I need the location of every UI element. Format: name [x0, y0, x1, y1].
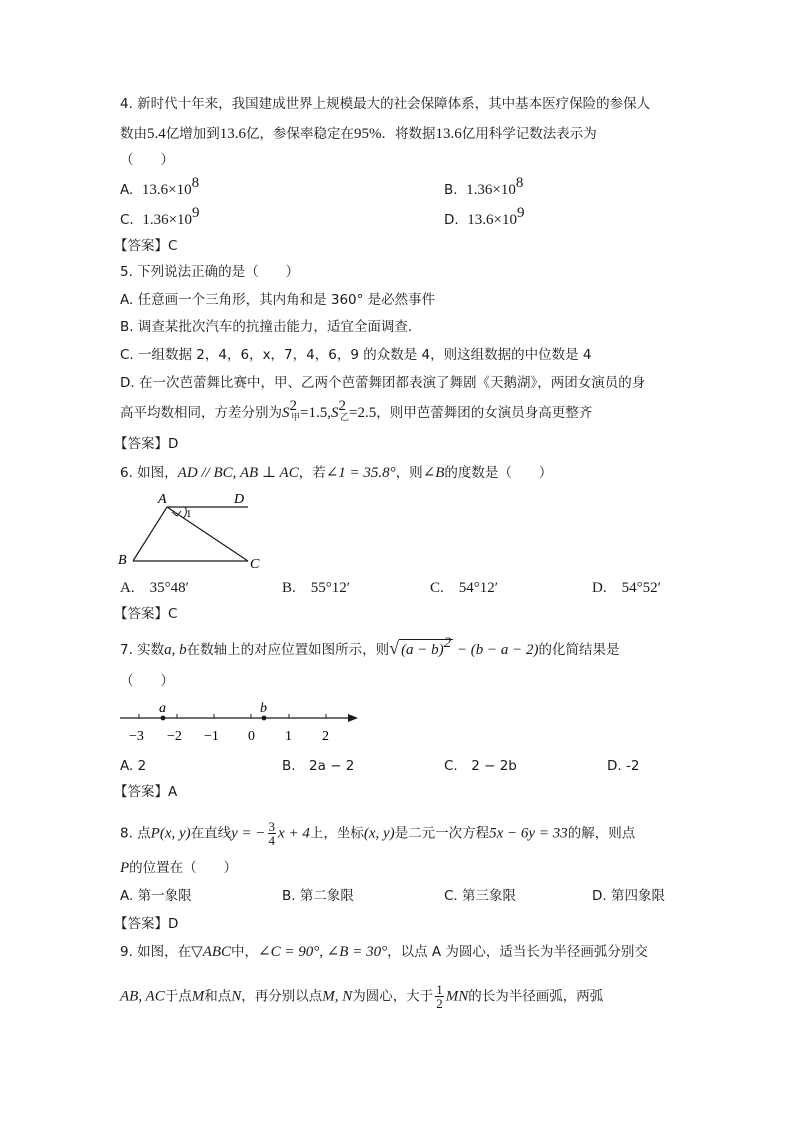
- q4-option-c: C. $1.36\times 10^9$: [120, 205, 200, 228]
- q6-option-b: B. 55°12′: [282, 580, 351, 596]
- q4-option-b: B. $1.36\times 10^8$: [444, 175, 524, 198]
- q6-stem: 6. 如图，AD // BC, AB ⊥ AC，若∠1 = 35.8°，则∠B的度数是（ ）: [120, 465, 553, 481]
- q6-option-a: A. 35°48′: [120, 580, 189, 596]
- q8-option-c: C. 第三象限: [444, 888, 517, 904]
- q7-point-b: [262, 716, 267, 721]
- q5-option-a: A. 任意画一个三角形，其内角和是 360° 是必然事件: [120, 292, 436, 308]
- q6-label-angle1: 1: [186, 508, 192, 520]
- q7-paren: （ ）: [120, 673, 174, 689]
- q5-option-c: C. 一组数据 2，4，6，x，7，4，6，9 的众数是 4，则这组数据的中位数是 4: [120, 347, 592, 363]
- q4-stem-line2: 数由5.4亿增加到13.6亿，参保率稳定在95%．将数据13.6亿用科学记数法表示为: [120, 126, 597, 142]
- q6-label-c: C: [250, 557, 260, 572]
- q7-label-a: a: [159, 701, 166, 716]
- q7-label-b: b: [260, 701, 267, 716]
- q4-stem-line1: 4. 新时代十年来，我国建成世界上规模最大的社会保障体系，其中基本医疗保险的参保人: [120, 96, 651, 112]
- q7-option-d: D. -2: [607, 758, 640, 774]
- q7-tick-label: −3: [129, 729, 144, 744]
- q8-option-a: A. 第一象限: [120, 888, 192, 904]
- q8-stem-line1: 8. 点P(x, y)在直线y = − $\frac{3}{4}$ x + 4上，坐标(x, y)是二元一次方程5x − 6y = 33的解，则点: [120, 819, 636, 848]
- q8-option-d: D. 第四象限: [592, 888, 665, 904]
- q4-paren: （ ）: [120, 152, 174, 168]
- q7-tick-label: 1: [285, 729, 292, 744]
- q7-tick-label: −2: [167, 729, 182, 744]
- q4-option-a: A. $13.6\times 10^8$: [120, 175, 200, 198]
- q9-stem-line1: 9. 如图，在▽ABC中，∠C = 90°, ∠B = 30°，以点 A 为圆心，适当长为半径画弧分别交: [120, 944, 648, 960]
- q7-stem: 7. 实数a, b在数轴上的对应位置如图所示，则√ $(a - b)^2 - (b - a - 2)$的化简结果是: [120, 635, 620, 658]
- q7-point-a: [161, 716, 166, 721]
- q8-option-b: B. 第二象限: [282, 888, 354, 904]
- q7-tick-label: 0: [248, 729, 255, 744]
- q5-option-b: B. 调查某批次汽车的抗撞击能力，适宜全面调查．: [120, 319, 422, 335]
- q6-triangle-figure: [112, 488, 272, 574]
- q7-answer: 【答案】A: [114, 784, 178, 800]
- q7-tick-label: 2: [322, 729, 329, 744]
- q4-option-d: D. $13.6\times 10^9$: [444, 205, 525, 228]
- q5-stem: 5. 下列说法正确的是（ ）: [120, 264, 300, 280]
- q7-tick-label: −1: [204, 729, 219, 744]
- q6-label-b: B: [118, 553, 127, 568]
- q8-stem-line2: P的位置在（ ）: [120, 860, 238, 876]
- q6-option-c: C. 54°12′: [430, 580, 499, 596]
- q9-stem-line2: AB, AC于点M和点N，再分别以点M, N为圆心，大于 $\frac{1}{2}$ MN的长为半径画弧，两弧: [120, 982, 604, 1011]
- q5-option-d-line1: D. 在一次芭蕾舞比赛中，甲、乙两个芭蕾舞团都表演了舞剧《天鹅湖》，两团女演员的身: [120, 375, 646, 391]
- q6-label-d: D: [234, 492, 245, 507]
- q7-option-a: A. 2: [120, 758, 147, 774]
- q8-answer: 【答案】D: [114, 916, 179, 932]
- q5-option-d-line2: 高平均数相同，方差分别为$S^2_甲=1.5,S^2_乙=2.5$，则甲芭蕾舞团的女演员身高更整齐: [120, 398, 593, 423]
- q5-answer: 【答案】D: [114, 436, 179, 452]
- q7-option-c: C. 2 − 2b: [444, 758, 517, 774]
- q7-option-b: B. 2a − 2: [282, 758, 355, 774]
- q6-label-a: A: [158, 492, 167, 507]
- q4-answer: 【答案】C: [114, 238, 178, 254]
- q7-number-line: [116, 698, 366, 744]
- q6-answer: 【答案】C: [114, 606, 178, 622]
- q6-option-d: D. 54°52′: [592, 580, 661, 596]
